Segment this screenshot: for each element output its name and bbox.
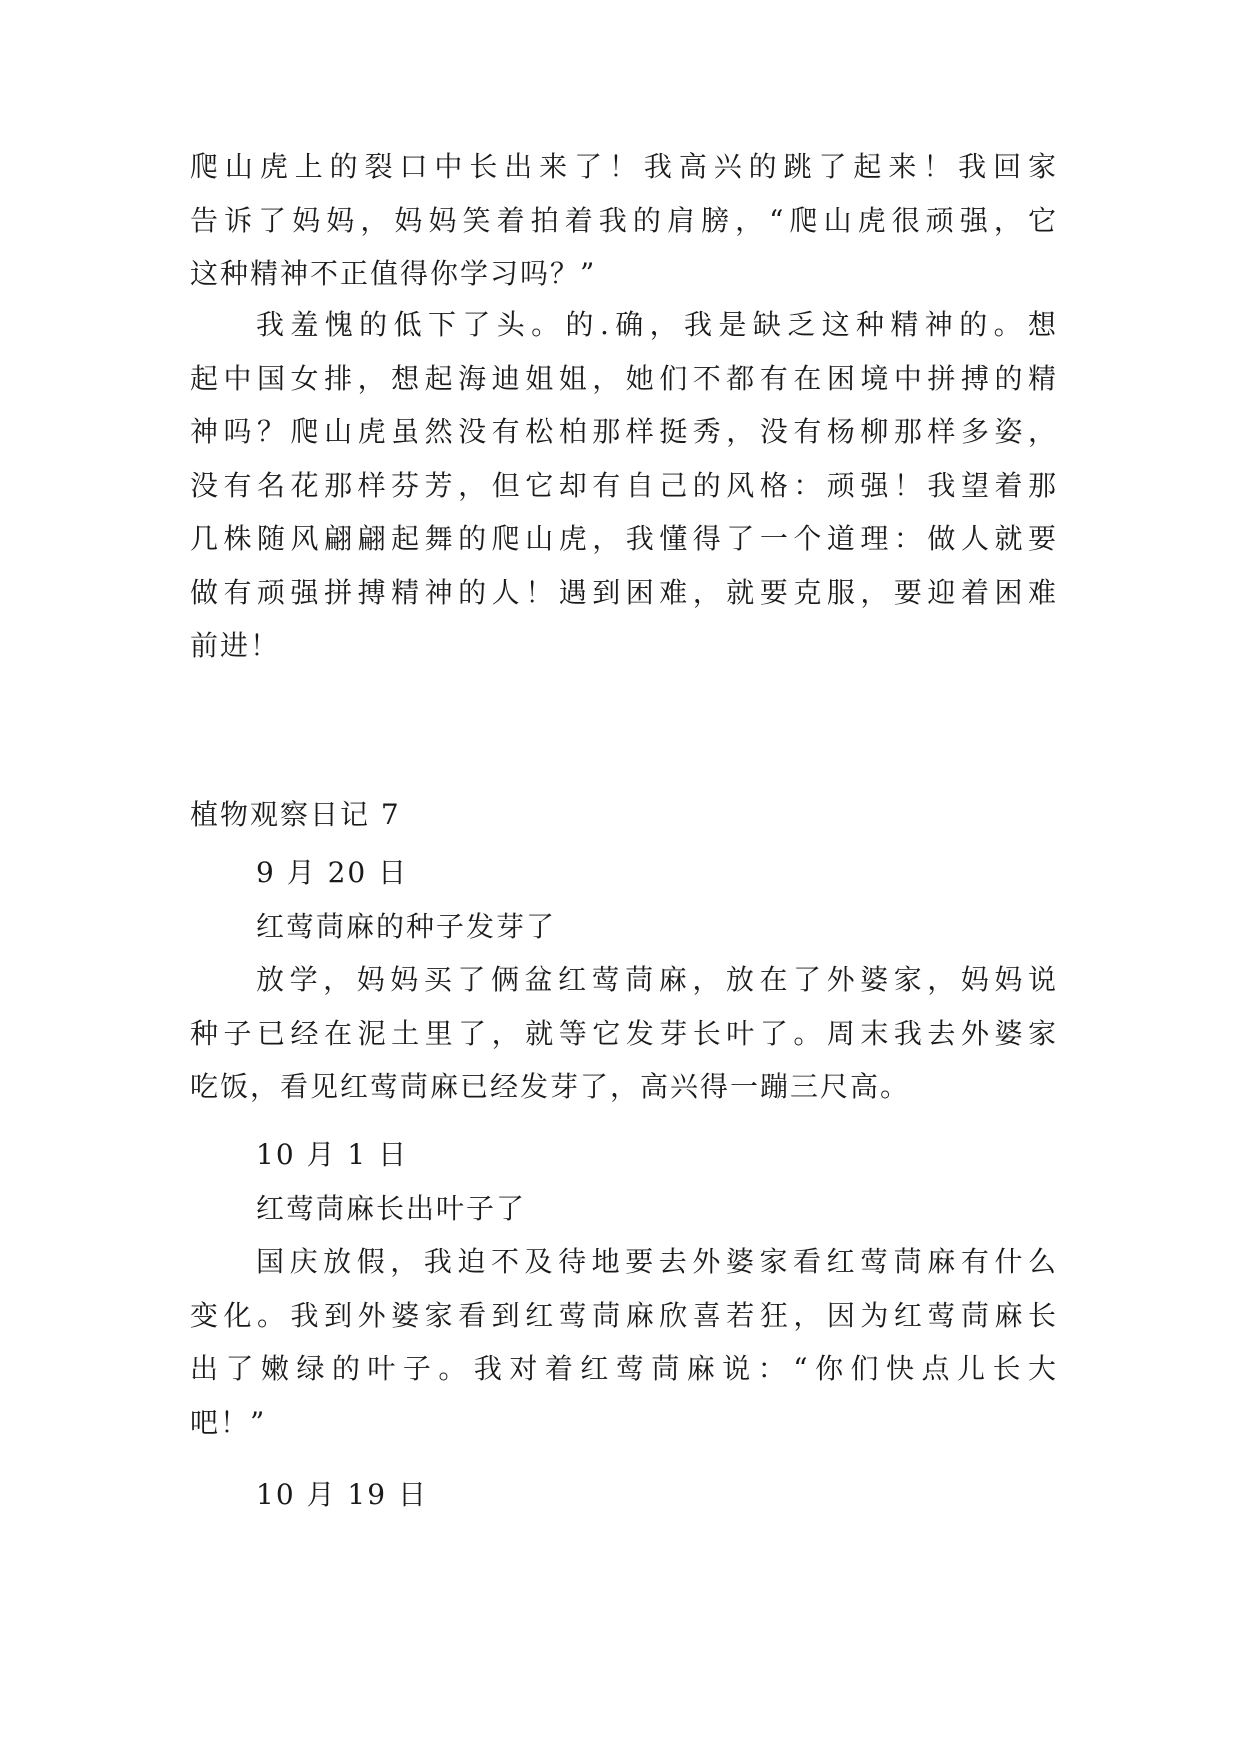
entry-date: 10 月 19 日 — [256, 1478, 428, 1511]
paragraph-line: 吧！” — [190, 1405, 267, 1439]
paragraph-line: 变化。我到外婆家看到红莺茼麻欣喜若狂，因为红莺茼麻长 — [190, 1298, 1058, 1332]
diary-title — [190, 788, 1058, 842]
paragraph-line: 神吗？爬山虎虽然没有松柏那样挺秀，没有杨柳那样多姿， — [190, 415, 1058, 448]
diary-entry-1 — [190, 846, 1058, 1114]
diary-entry-3 — [190, 1468, 1058, 1522]
paragraph-line: 国庆放假，我迫不及待地要去外婆家看红莺茼麻有什么 — [256, 1245, 1058, 1278]
paragraph-line: 几株随风翩翩起舞的爬山虎，我懂得了一个道理：做人就要 — [190, 522, 1058, 555]
paragraph-line: 前进！ — [190, 629, 281, 662]
entry-heading: 红莺茼麻长出叶子了 — [256, 1191, 527, 1225]
paragraph-line: 出了嫩绿的叶子。我对着红莺茼麻说：“你们快点儿长大 — [190, 1352, 1058, 1385]
paragraph-line: 种子已经在泥土里了，就等它发芽长叶了。周末我去外婆家 — [190, 1016, 1058, 1050]
paragraph-line: 我羞愧的低下了头。的.确，我是缺乏这种精神的。想 — [256, 308, 1058, 341]
paragraph-line: 起中国女排，想起海迪姐姐，她们不都有在困境中拼搏的精 — [190, 361, 1058, 395]
reflection-paragraph — [190, 298, 1058, 673]
continued-paragraph — [190, 140, 1058, 301]
paragraph-line: 这种精神不正值得你学习吗？” — [190, 257, 597, 290]
paragraph-line: 吃饭，看见红莺茼麻已经发芽了，高兴得一蹦三尺高。 — [190, 1070, 911, 1103]
entry-date: 9 月 20 日 — [256, 856, 409, 889]
paragraph-line: 做有顽强拼搏精神的人！遇到困难，就要克服，要迎着困难 — [190, 575, 1058, 609]
entry-date: 10 月 1 日 — [256, 1138, 409, 1171]
paragraph-line: 爬山虎上的裂口中长出来了！我高兴的跳了起来！我回家 — [190, 150, 1058, 183]
entry-heading: 红莺茼麻的种子发芽了 — [256, 909, 557, 943]
paragraph-line: 告诉了妈妈，妈妈笑着拍着我的肩膀，“爬山虎很顽强，它 — [190, 203, 1058, 237]
diary-title-text: 植物观察日记 7 — [190, 798, 401, 831]
paragraph-line: 放学，妈妈买了俩盆红莺茼麻，放在了外婆家，妈妈说 — [256, 963, 1058, 996]
diary-entry-2 — [190, 1128, 1058, 1449]
paragraph-line: 没有名花那样芬芳，但它却有自己的风格：顽强！我望着那 — [190, 468, 1058, 502]
